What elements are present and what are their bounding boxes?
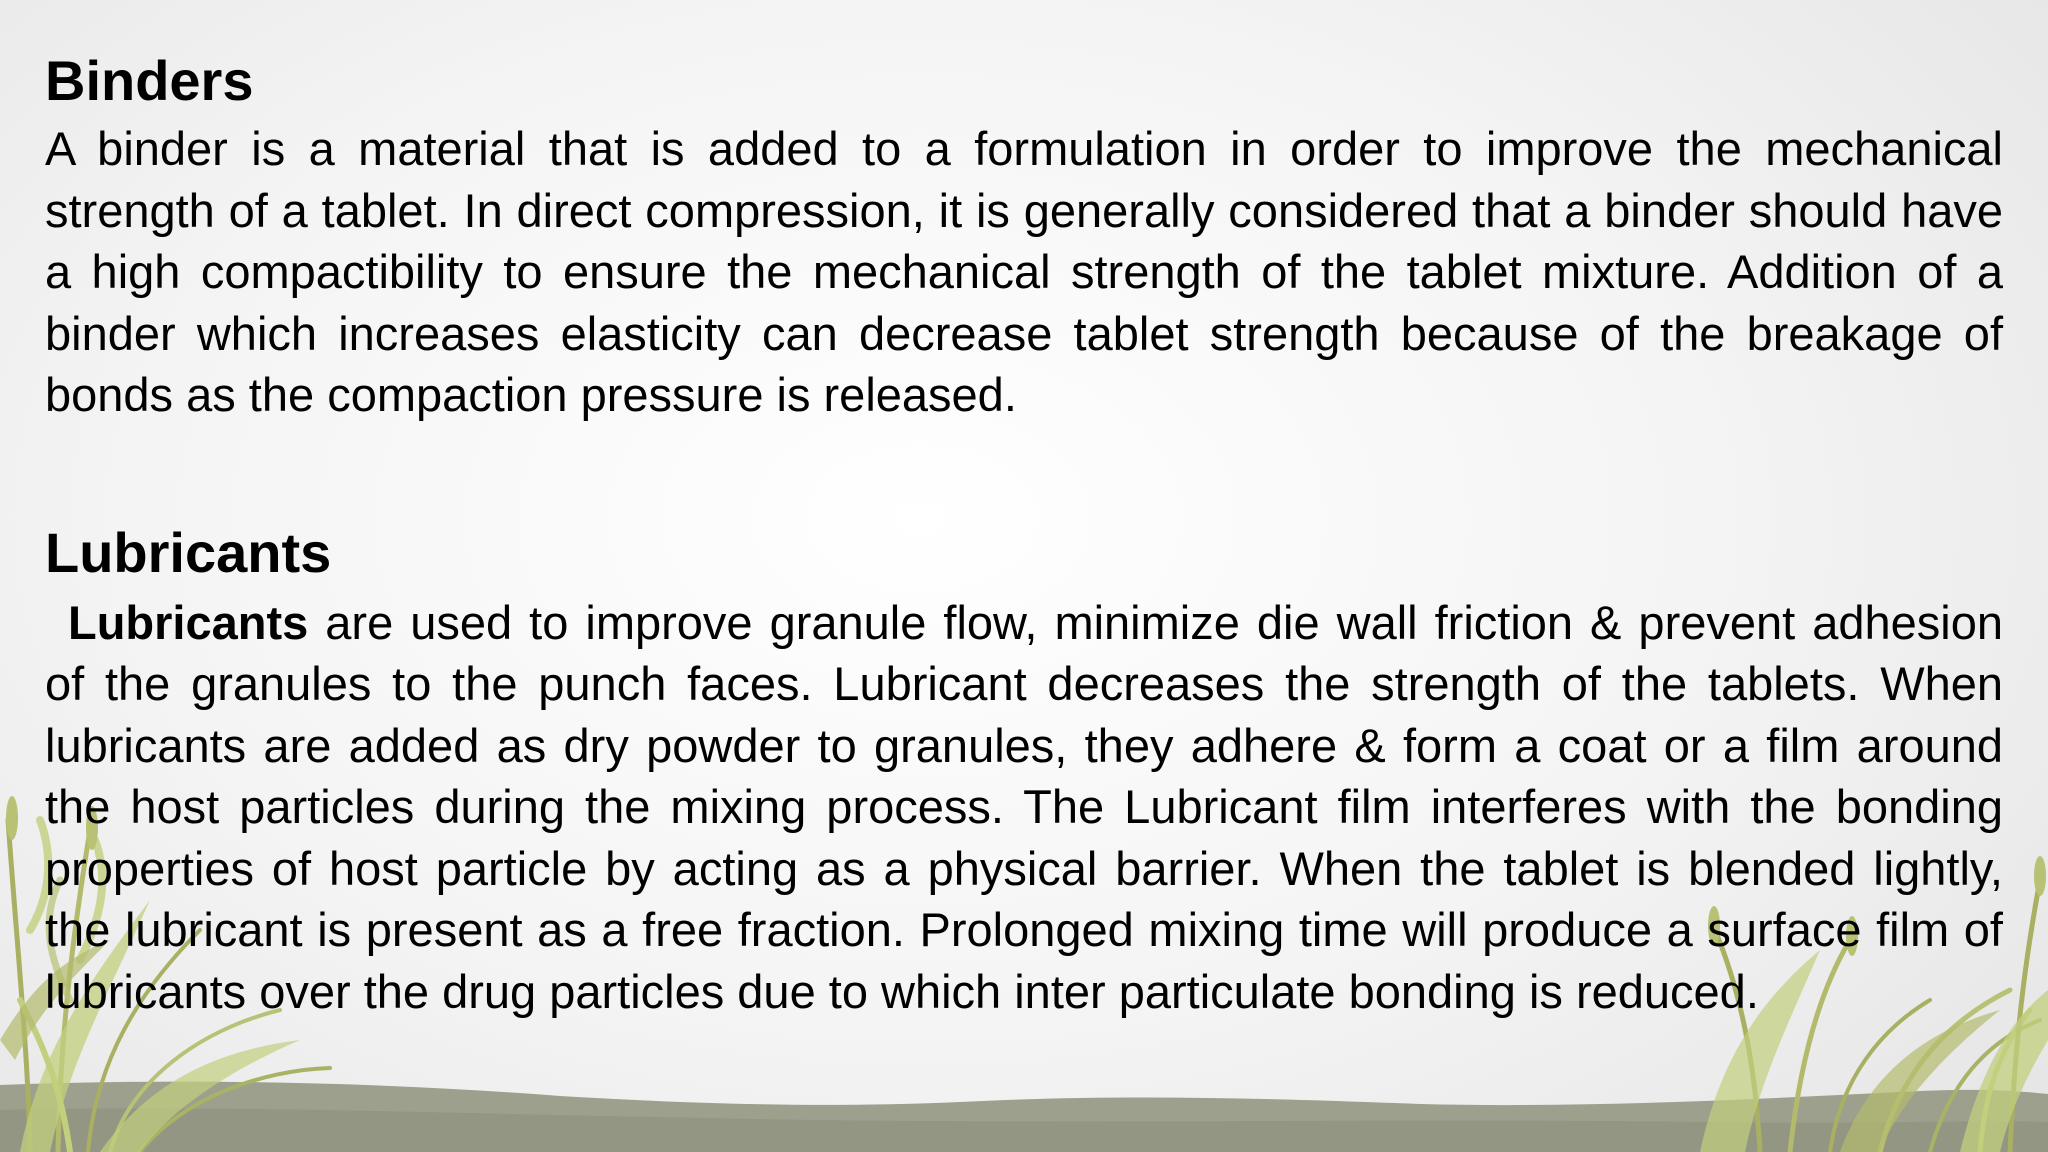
- slide-content: [45, 46, 2003, 1022]
- lubricants-body-text: are used to improve granule flow, minimize die wall friction & prevent adhesion of the granules to the punch faces. Lubricant decreases the strength of the tablets. When lubricants are added as dry powder to granules, they adhere & form a coat or a film around the host particles during the mixing process. The Lubricant film interferes with the bonding properties of host particle by acting as a physical barrier. When the tablet is blended lightly, the lubricant is present as a free fraction. Prolonged mixing time will produce a surface film of lubricants over the drug particles due to which inter particulate bonding is reduced.: [45, 595, 2003, 1018]
- lubricants-lead-term: Lubricants: [68, 595, 309, 649]
- binders-heading: Binders: [45, 49, 254, 112]
- lubricants-heading: Lubricants: [45, 520, 332, 584]
- binders-paragraph: A binder is a material that is added to a formulation in order to improve the mechanical strength of a tablet. In direct compression, it is generally considered that a binder should have a high compactibility to ensure the mechanical strength of the tablet mixture. Addition of a binder which increases elasticity can decrease tablet strength because of the breakage of bonds as the compaction pressure is released.: [45, 122, 2003, 421]
- binders-section: [45, 46, 2003, 426]
- lubricants-paragraph: [45, 592, 2003, 1023]
- lubricants-section: [45, 518, 2003, 1023]
